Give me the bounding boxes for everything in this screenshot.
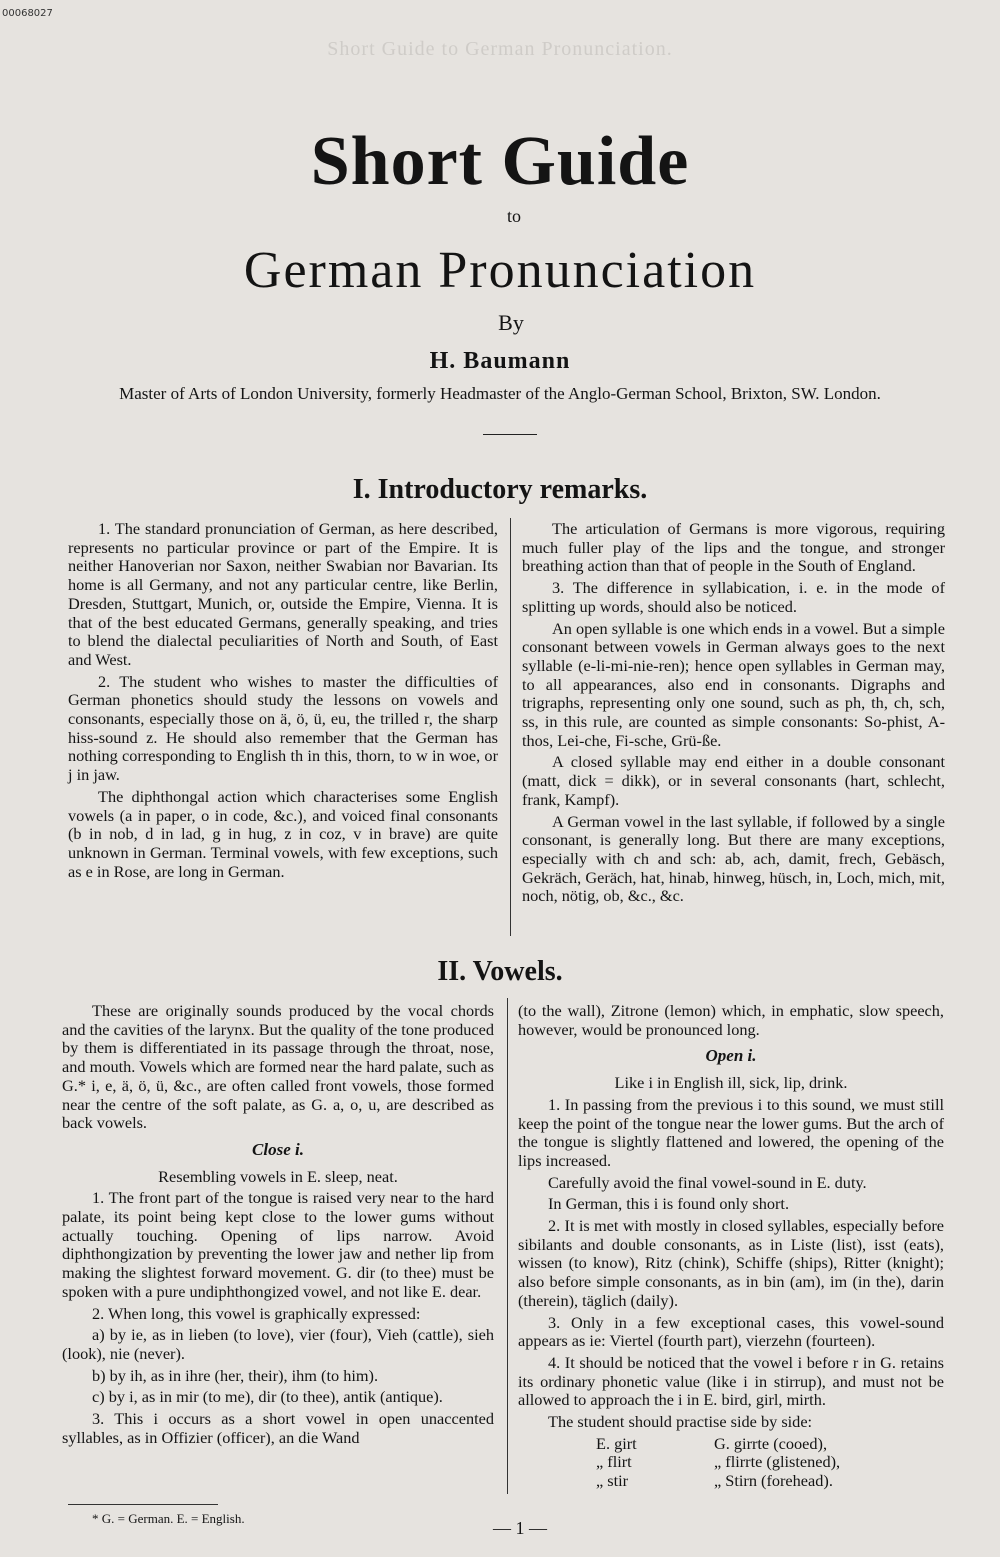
- intro-paragraph-8: A German vowel in the last syllable, if followed by a single consonant, is generally long. But there are many exceptions, especially with ch and sch: ab, ach, damit, frech, Gebäsch, Gekräch, Geräch, hat, hinab, hinweg, hüsch, in, Loch, mich, mit, noch, nötig, ob, &c., &c.: [522, 811, 945, 906]
- section-heading-intro: I. Introductory remarks.: [352, 474, 648, 505]
- close-i-paragraph-3: 3. This i occurs as a short vowel in open unaccented syllables, as in Offizier (officer), an die Wand: [62, 1409, 494, 1447]
- close-i-item-a: a) by ie, as in lieben (to love), vier (four), Vieh (cattle), sieh (look), nie (never).: [62, 1325, 494, 1363]
- section-heading-vowels: II. Vowels.: [437, 956, 563, 987]
- pair-english: „ stir: [596, 1470, 629, 1490]
- open-i-heading: Open i.: [705, 1046, 757, 1066]
- footnote-divider: [68, 1504, 218, 1505]
- open-i-paragraph-1b: Carefully avoid the final vowel-sound in E. duty.: [548, 1172, 867, 1192]
- vowels-right-column: [518, 1002, 944, 1490]
- pair-german: „ flirrte (glistened),: [714, 1452, 841, 1472]
- pair-german: „ Stirn (forehead).: [714, 1470, 833, 1490]
- page-title: Short Guide: [310, 123, 690, 200]
- close-i-paragraph-1: 1. The front part of the tongue is raised very near to the hard palate, its point being kept close to the lower gums without actually touching. Opening of lips narrow. Avoid diphthongization by preventing the lower jaw and nether lip from making the slightest forward movement. G. dir (to thee) must be spoken with a pure undiphthongized vowel, and not like E. dear.: [62, 1188, 494, 1301]
- close-i-paragraph-2: 2. When long, this vowel is graphically expressed:: [92, 1303, 421, 1323]
- close-i-continuation: (to the wall), Zitrone (lemon) which, in emphatic, slow speech, however, would be pronounced long.: [518, 1001, 944, 1039]
- open-i-paragraph-1c: In German, this i is found only short.: [548, 1194, 790, 1214]
- close-i-heading: Close i.: [252, 1139, 304, 1159]
- page-number: — 1 —: [493, 1518, 547, 1538]
- intro-paragraph-3: The diphthongal action which characterises some English vowels (a in paper, o in code, &c.), and voiced final consonants (b in nob, d in lad, g in hug, z in coz, v in brave) are quite unknown in German. Terminal vowels, with few exceptions, such as e in Rose, are long in German.: [68, 786, 498, 881]
- intro-paragraph-7: A closed syllable may end either in a double consonant (matt, dick = dikk), or in several consonants (hart, schlecht, frank, Kampf).: [522, 752, 945, 809]
- intro-right-column: [522, 520, 945, 909]
- practise-line: The student should practise side by side:: [548, 1412, 813, 1432]
- column-divider: [507, 998, 508, 1494]
- column-divider: [510, 518, 511, 936]
- comparison-pairs: [596, 1435, 944, 1491]
- open-i-paragraph-3: 3. Only in a few exceptional cases, this vowel-sound appears as ie: Viertel (fourth part), vierzehn (fourteen).: [518, 1312, 944, 1351]
- open-i-paragraph-2: 2. It is met with mostly in closed syllables, especially before sibilants and double consonants, as in Liste (list), isst (eats), wissen (to know), Ritz (chink), Schiffe (ships), Ritter (knight); also before simple consonants, as in bin (am), im (in the), darin (therein), täglich (daily).: [518, 1216, 944, 1310]
- close-i-item-c: c) by i, as in mir (to me), dir (to thee), antik (antique).: [92, 1387, 443, 1407]
- vowels-left-column: [62, 1002, 494, 1450]
- title-by: By: [498, 310, 524, 335]
- title-divider: [483, 434, 537, 435]
- author-affiliation: Master of Arts of London University, formerly Headmaster of the Anglo-German School, Brixton, SW. London.: [119, 384, 881, 403]
- intro-paragraph-6: An open syllable is one which ends in a vowel. But a simple consonant between vowels in German always goes to the next syllable (e-li-mi-nie-ren); hence open syllables in German may, to all appearances, also end in consonants. Digraphs and trigraphs, representing only one sound, such as ph, th, ch, sch, ss, in this rule, are counted as simple consonants: So-phist, A-thos, Lei-che, Fi-sche, Grü-ße.: [522, 618, 945, 750]
- close-i-resembling: Resembling vowels in E. sleep, neat.: [158, 1166, 398, 1186]
- vowels-intro: These are originally sounds produced by the vocal chords and the cavities of the larynx. But the quality of the tone produced by them is differentiated in its passage through the throat, nose, and mouth. Vowels which are formed near the hard palate, such as G.* i, e, ä, ö, ü, &c., are often called front vowels, those formed near the centre of the soft palate, as G. a, o, u, are described as back vowels.: [62, 1001, 494, 1133]
- intro-paragraph-5: 3. The difference in syllabication, i. e. in the mode of splitting up words, should also be noticed.: [522, 578, 945, 616]
- title-connector: to: [506, 206, 521, 226]
- page-subtitle: German Pronunciation: [243, 242, 757, 299]
- intro-paragraph-1: 1. The standard pronunciation of German, as here described, represents no particular province or part of the Empire. It is neither Hanoverian nor Saxon, neither Swabian nor Bavarian. Its home is all Germany, and not any particular centre, like Berlin, Dresden, Stuttgart, Munich, or, outside the Empire, Vienna. It is that of the best educated Germans, generally speaking, and tries to blend the dialectal peculiarities of North and South, of East and West.: [68, 519, 498, 669]
- pair-english: „ flirt: [596, 1452, 632, 1472]
- intro-left-column: [68, 520, 498, 884]
- intro-paragraph-2: 2. The student who wishes to master the difficulties of German phonetics should study the lessons on vowels and consonants, especially those on ä, ö, ü, eu, the trilled r, the sharp hiss-sound z. He should also remember that the German has nothing corresponding to English th in this, thorn, to w in woe, or j in jaw.: [68, 671, 498, 785]
- open-i-paragraph-1: 1. In passing from the previous i to this sound, we must still keep the point of the tongue near the lower gums. But the arch of the tongue is slightly flattened and lowered, the opening of the lips increased.: [518, 1094, 944, 1170]
- scan-id: 00068027: [2, 8, 53, 19]
- intro-paragraph-4: The articulation of Germans is more vigorous, requiring much fuller play of the lips and the tongue, and stronger breathing action than that of people in the South of England.: [522, 519, 945, 576]
- open-i-like: Like i in English ill, sick, lip, drink.: [614, 1073, 848, 1093]
- author-name: H. Baumann: [429, 348, 571, 374]
- open-i-paragraph-4: 4. It should be noticed that the vowel i before r in G. retains its ordinary phonetic value (like i in stirrup), and must not be allowed to approach the i in E. bird, girl, mirth.: [518, 1352, 944, 1410]
- pair-english: E. girt: [596, 1433, 637, 1453]
- bleed-through-header: Short Guide to German Pronunciation.: [327, 38, 673, 60]
- close-i-item-b: b) by ih, as in ihre (her, their), ihm (to him).: [92, 1365, 379, 1385]
- pair-german: G. girrte (cooed),: [714, 1433, 828, 1453]
- footnote: * G. = German. E. = English.: [92, 1511, 245, 1526]
